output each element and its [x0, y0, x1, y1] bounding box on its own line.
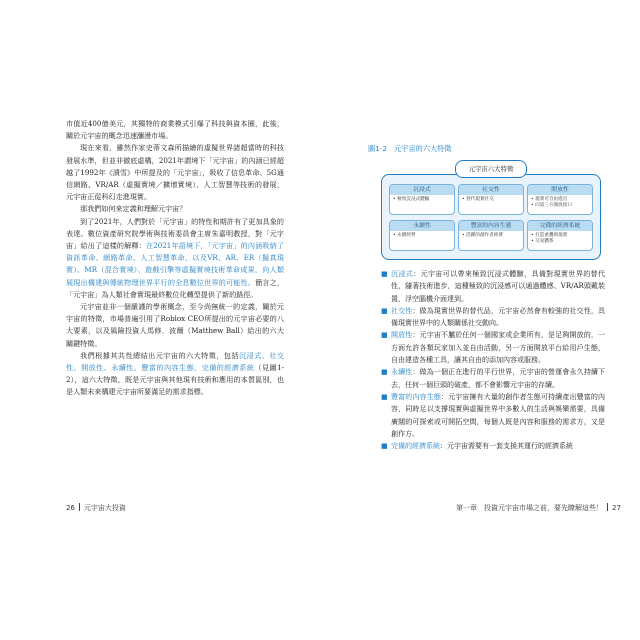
- feature-card-line: • 極致沉浸式體驗: [393, 197, 430, 202]
- body-text: 我們根據其共性總結出元宇宙的六大特徵，包括: [80, 350, 240, 360]
- feature-card-title: 豐富的內容生態: [459, 221, 523, 231]
- feature-card-line: • 永續經營: [393, 233, 416, 238]
- feature-description: ：元宇宙不屬於任何一個國家或企業所有，是足夠開放的，一方面允許各類玩家加入並自由活動，另一方面開放平台給用戶生態，自由建造各種工具，讓其自由的添加內容或服務。: [391, 331, 606, 365]
- feature-card-title: 社交性: [459, 185, 523, 195]
- feature-card: [527, 220, 593, 251]
- feature-card-body: [528, 231, 592, 247]
- bullet-icon: ■: [381, 331, 388, 340]
- left-footer: [66, 503, 126, 513]
- bullet-icon: ■: [381, 392, 388, 401]
- left-page: [66, 118, 284, 399]
- left-footer-title: 元宇宙大投資: [83, 504, 126, 512]
- feature-card-line: • 向第三方開放接口: [531, 203, 572, 208]
- feature-term: 沉浸式: [391, 270, 414, 278]
- footer-divider: [607, 503, 608, 511]
- feature-description: ：元宇宙擁有大量的創作者生態可持續產出豐富的內容，同時足以支撐現實與虛擬世界中多數人的生活與娛樂需要，具備廣闊的可探索或可開拓空間，每個人既是內容和服務的需求方，又是創作方。: [391, 392, 606, 438]
- feature-list-item: [381, 440, 605, 452]
- feature-list-item: [381, 391, 605, 440]
- feature-card-body: [390, 195, 454, 205]
- paragraph: [66, 118, 284, 142]
- bullet-icon: ■: [381, 442, 388, 451]
- feature-card-body: [390, 231, 454, 241]
- paragraph: [66, 142, 284, 203]
- body-text: 到了2021年，人們對於「元宇宙」的特性和期許有了更加具象的表達。數位資產研究院學術與技術委員會主席朱嘉明教授，對「元宇宙」給出了這樣的解釋：: [66, 216, 284, 251]
- feature-card-line: • 活躍的創作者經濟: [462, 233, 503, 238]
- diagram-center-title: 元宇宙六大特徵: [455, 160, 527, 178]
- right-page-number: 27: [612, 504, 621, 512]
- feature-card-line: • 交易體系: [531, 239, 554, 244]
- feature-list-item: [381, 305, 605, 330]
- feature-term: 永續性: [391, 368, 413, 377]
- feature-card-title: 沉浸式: [390, 185, 454, 195]
- feature-card-body: [459, 231, 523, 241]
- feature-card: [458, 220, 524, 251]
- feature-card: [389, 220, 455, 251]
- paragraph: [66, 216, 284, 301]
- paragraph: [66, 301, 284, 350]
- feature-description: ：做為現實世界的替代品，元宇宙必然會有較強的社交性，具備現實世界中的人類關係社交動向。: [391, 306, 606, 328]
- body-text: 現在來看，雖然作家史蒂文森所描繪的虛擬世界諸超當時的科技發展水準，但並非徹底虛構，2021年謂境下「元宇宙」的內涵已經超越了1992年《潰雪》中所提及的「元宇宙」，吸收了信息革命、5G通信網路、VR/AR（虛擬實境／擴增實境）、人工智慧等技術的發展，元宇宙正從科幻走進現實。: [66, 143, 284, 202]
- features-list: [381, 268, 605, 452]
- feature-term: 完備的經濟系統: [391, 442, 440, 451]
- feature-description: ：做為一個正在進行的平行世界，元宇宙的營運會永久持續下去，任何一個巨頭的破產，都不會影響元宇宙的存續。: [391, 368, 606, 389]
- figure-label: 圖1-2 元宇宙的六大特徵: [368, 144, 452, 153]
- feature-list-item: [381, 268, 605, 305]
- body-text: 那我們如何來定義和理解元宇宙？: [80, 204, 187, 214]
- feature-card-title: 永續性: [390, 221, 454, 231]
- body-text: （見圖1-2），這六大特徵，既是元宇宙與其他現有技術和應用的本質區別，也是人類未來構建元宇宙所要滿足的需求指標。: [66, 363, 284, 397]
- feature-list-item: [381, 329, 605, 366]
- feature-term: 開放性: [391, 331, 413, 340]
- feature-card: [458, 184, 524, 215]
- feature-term: 豐富的內容生態: [391, 392, 441, 401]
- bullet-icon: ■: [381, 270, 388, 278]
- highlighted-text: 在2021年語境下，「元宇宙」的內涵吸納了資訊革命、網路革命、人工智慧革命，以及VR、AR、ER（擬真現實）、MR（混合實境）、遊戲引擎等虛擬實境技術革命成果，向人類展現出構建與傳統物理世界平行的全息數位世界的可能性。: [66, 241, 284, 287]
- paragraph: [66, 350, 284, 399]
- feature-term: 社交性: [391, 306, 413, 315]
- bullet-icon: ■: [381, 368, 388, 377]
- feature-list-item: [381, 366, 605, 391]
- feature-card-title: 開放性: [528, 185, 592, 195]
- feature-card: [527, 184, 593, 215]
- feature-card-body: [459, 195, 523, 205]
- feature-card: [389, 184, 455, 215]
- right-footer: [456, 503, 621, 513]
- feature-description: ：元宇宙可以帶來極致沉浸式體驗，具備對現實世界的替代性，隨著技術進步，這種極致的沉浸感可以通過體感、VR/AR頭戴裝置，浮空腦機介面達到。: [391, 270, 606, 303]
- highlighted-text: 沉浸式、社交性、開放性、永續性、豐富的內容生態、完備的經濟系統: [66, 350, 285, 373]
- feature-description: ：元宇宙需要有一套支援其運行的經濟系統: [440, 442, 573, 451]
- body-text: 元宇宙並非一個嚴謹的學術概念，至今尚無統一的定義，關於元宇宙的特徵，市場普遍引用了Roblox CEO所提出的元宇宙必要的八大要素，以及風險投資人馬修．波爾（Matthew Ball）給出的六大關鍵特徵。: [66, 302, 284, 348]
- six-features-diagram: [381, 160, 599, 258]
- feature-card-line: • 替代現實社交: [462, 197, 494, 202]
- footer-divider: [79, 503, 80, 511]
- feature-card-title: 完備的經濟系統: [528, 221, 592, 231]
- body-text: 市值近400億美元，其獨特的商業模式引爆了科技與資本圈，此後，關於元宇宙的概念迅速瀰漫市場。: [66, 119, 284, 141]
- bullet-icon: ■: [381, 306, 388, 315]
- feature-card-line: • 現實可自由進出: [531, 197, 568, 202]
- feature-card-body: [528, 195, 592, 211]
- feature-card-line: • 打造重疊與現實: [531, 233, 568, 238]
- right-footer-chapter: 第一章 投資元宇宙市場之前，要先瞭解這些！: [456, 504, 603, 512]
- paragraph: [66, 203, 284, 215]
- body-text: 簡言之，「元宇宙」為人類社會實現最終數位化轉型提供了新的路徑。: [66, 277, 285, 299]
- left-page-number: 26: [66, 504, 75, 512]
